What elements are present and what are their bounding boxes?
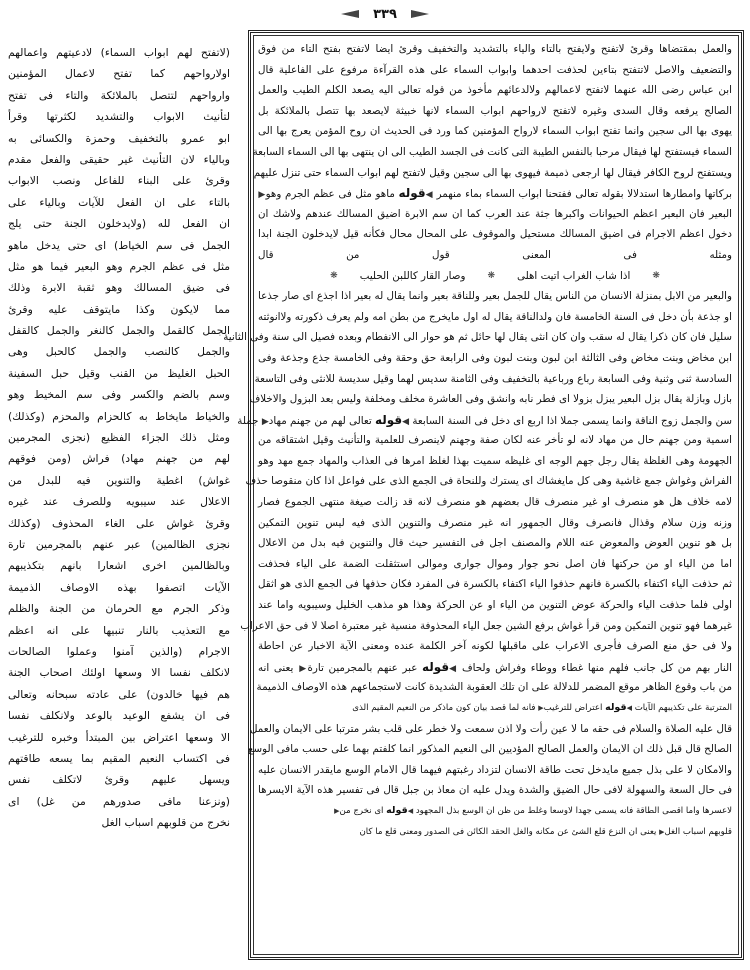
quote-open-ornament-icon: ◀ xyxy=(626,704,632,712)
main-line-text: والتضعيف والاصل لاتتفتح بتاءين لحذفت احدهما وابواب السماء على هذه القرآءة مرفوع على الفاعلية قال xyxy=(258,63,732,76)
verse-star-icon: ❋ xyxy=(330,270,338,281)
quote-close-ornament-icon: ▶ xyxy=(258,190,266,201)
main-text-line xyxy=(249,389,732,410)
commentary-continuation: يعنى ان النزع قلع الشئ عن مكانه والغل الحقد الكائن فى الصدور ومعنى قلع ما كان xyxy=(359,826,657,837)
main-line-text: قلوبهم اسباب الغل xyxy=(664,826,732,837)
main-line-text: ابن عباس رضى الله عنهما لاتفتح لاعمالهم ولالدعائهم مأخوذ من قوله تعالى اليه يصعد الكلم الطيب والعمل xyxy=(258,84,732,97)
quote-open-ornament-icon: ◀ xyxy=(402,416,410,427)
main-line-text: السادسة ثنى وثنية وفى السابعة رباع ورباعية بالتخفيف وفى الثامنة سديس لهما وقيل سديسة للانثى وفى التاسعة xyxy=(254,372,732,385)
commentary-continuation: جملة xyxy=(237,414,259,427)
margin-text-line: الحبل الغليظ من القنب وقيل حبل السفينة xyxy=(8,366,230,380)
quoted-phrase: اعتراض للترغيب xyxy=(543,703,603,713)
main-line-text: ابن مخاض وبنت مخاض وفى الثالثة ابن لبون وبنت لبون وفى الرابعة حق وحقة وفى الخامسة جذع وجذعة وفى xyxy=(258,351,732,364)
main-text-line xyxy=(258,245,732,266)
commentary-continuation: يعنى انه xyxy=(258,661,294,674)
verse-star-icon: ❋ xyxy=(652,270,660,281)
margin-text-line: فى ان يشفع الوعيد بالوعد ولانكلف نفسا xyxy=(8,709,230,723)
qawluhu-marker: قوله xyxy=(386,804,408,816)
margin-text-line: مع التعذيب بالنار تنبيها على انه اعظم xyxy=(8,623,230,637)
main-line-text: الجهومة وهى الغلظة يقال رجل جهم الوجه اى غليظه سميت بهذا لغلظ امرها فى العذاب والمهاد جمع مهد وهو xyxy=(258,454,732,467)
verse-first-hemistich: اذا شاب الغراب اتيت اهلى xyxy=(517,269,631,282)
qawluhu-marker: قوله xyxy=(421,659,450,674)
main-line-text: غيرهما فهو تنوين التمكين ومن قرأ غواش برفع الشين جعل الياء المحذوفة منسية غير معتبرة اصلا لا فى حق الاعراب xyxy=(240,619,732,632)
margin-text-line: وقرئ غواش على الغاء المحذوف (وكذلك xyxy=(8,516,230,530)
main-text-line xyxy=(258,554,732,575)
margin-text-line: اولارواحهم كما تفتح لاعمال المؤمنين xyxy=(8,67,230,81)
margin-text-line: والجمل كالنصب والجمل كالحبل وهى xyxy=(8,345,230,359)
main-text-line xyxy=(258,39,732,60)
main-text-block xyxy=(223,35,739,955)
main-text-line xyxy=(258,266,732,287)
main-line-text: ولا فى حق منع الصرف فأجرى الاعراب على ماقبلها لكونه آخر الكلمة عنده ومعنى الآية الاخبار عن احاطة xyxy=(258,640,732,653)
main-line-text: وزنه وزن سلام وقذال فانصرف وقال الجمهور انه غير منصرف والتنوين الذى فيه ليس تنوين التمكين xyxy=(258,516,732,529)
main-line-text: ثم حذفت الياء اكتفاء بالكسرة فانهم حذفوا الياء اكتفاء بالكسرة فى المفرد فكان حذفها فى الجمع الذى هو اثقل xyxy=(258,578,732,591)
main-line-text: دخول اعظم الاجرام فى اضيق المسالك مستحيل والموقوف على المحال محال فكأنه قيل لايدخلون الجنة ابدا xyxy=(258,228,732,241)
main-text-line xyxy=(254,369,732,390)
main-text-line xyxy=(258,121,732,142)
main-text-line xyxy=(258,801,732,822)
quote-close-ornament-icon: ▶ xyxy=(261,416,269,427)
margin-text-line: الاعلال عند سيبويه وللصرف عند غيره xyxy=(8,495,230,509)
main-line-text: اولى فلما حذفت الياء والحركة عوض التنوين من الياء او عن الحركة وهذا هو مذهب الخليل وسيبويه واما عند xyxy=(258,599,732,612)
margin-text-line: الجمل كالقمل والجمل كالنغر والجمل كالقفل xyxy=(8,324,230,338)
main-text-line xyxy=(258,224,732,245)
main-line-text: الصالح قال قبل ذلك ان الايمان والعمل الصالح المؤديين الى النعيم المذكور انما كلفتم بهما على حسب مافى الوسع xyxy=(248,743,732,756)
main-line-text: اما من الياء او من حركتها فان اصل نحو جوار وموال جوارى وموالى استثقلت الضمة على الياء فحذفت xyxy=(258,557,732,570)
main-text-line xyxy=(258,698,732,719)
main-text-line xyxy=(258,80,732,101)
main-line-text: المترتبة على تكذيبهم الآيات xyxy=(634,703,732,713)
quoted-phrase: اى نخرج من xyxy=(339,805,384,816)
main-text-line xyxy=(258,101,732,122)
main-text-line xyxy=(237,410,732,431)
quote-open-ornament-icon: ◀ xyxy=(407,806,414,815)
main-text-line xyxy=(253,163,732,184)
margin-text-line: ان الفعل لله (ولايدخلون الجنة حتى يلج xyxy=(8,217,230,231)
main-line-text: البعير فان البعير اعظم الحيوانات واكبرها جثة عند العرب كما ان سم الابرة اضيق المسالك عندهم ولاشك ان xyxy=(258,207,732,220)
main-text-line xyxy=(252,142,732,163)
main-text-line xyxy=(258,492,732,513)
main-text-line xyxy=(223,327,732,348)
main-text-line xyxy=(258,760,732,781)
poetry-verse xyxy=(258,266,732,287)
main-line-text: والعمل بمقتضاها وقرئ لاتفتح ولايفتح بالتاء والياء بالتشديد والتخفيف وقرئ ايضا لاتفتح بفتح التاء من فوق xyxy=(258,43,732,55)
main-text-line xyxy=(258,657,732,678)
main-text-line xyxy=(258,513,732,534)
quote-close-ornament-icon: ▶ xyxy=(538,704,544,712)
margin-commentary-column xyxy=(8,42,230,833)
margin-text-line: فى اكتساب النعيم المقيم بما يسعه طاقتهم xyxy=(8,751,230,765)
margin-text-line: الاجرام (والذين آمنوا وعملوا الصالحات xyxy=(8,644,230,658)
quote-open-ornament-icon: ◀ xyxy=(449,663,458,674)
main-text-line xyxy=(258,780,732,801)
margin-text-line: نخرج من قلوبهم اسباب الغل xyxy=(101,816,230,830)
quote-close-ornament-icon: ▶ xyxy=(297,663,308,674)
main-text-line xyxy=(258,822,732,843)
margin-text-line: لهم من جهنم مهاد) فراش (ومن فوقهم xyxy=(8,452,230,466)
qawluhu-marker: قوله xyxy=(605,702,627,713)
margin-text-line: ومثل ذلك الجزاء الفظيع (نجزى المجرمين xyxy=(8,431,230,445)
main-text-line xyxy=(258,451,732,472)
qawluhu-marker: قوله xyxy=(398,186,426,201)
main-line-text: ويستفتح لروح الكافر فيقال لها ارجعى ذميمة فيهوى بها الى سجين وقيل لاتفتح لهم ابواب السماء حتى تنزل عليهم xyxy=(253,166,732,179)
main-line-text: النار بهم من كل جانب فلهم منها غطاء ووطاء وفراش ولحاف xyxy=(461,661,733,674)
margin-text-line: نجزى الظالمين) عبر عنهم بالمجرمين تارة xyxy=(8,537,230,551)
quoted-phrase: عبر عنهم بالمجرمين تارة xyxy=(307,661,418,674)
main-line-text: الفراش وغواش جمع غاشية وهى كل مايغشاك اى يسترك وللنحاة فى الجمع الذى على فواعل اذا كان منقوصا حذف xyxy=(245,475,732,488)
margin-text-line: ويسهل عليهم وقرئ لاتكلف نفس xyxy=(8,773,230,787)
margin-text-line: بالتاء على ان الفعل للآيات وبالياء على xyxy=(8,195,230,209)
main-line-text: السماء فيستفتح لها فيقال مرحبا بالنفس الطيبة التى كانت فى الجسد الطيب الى ان ينتهى بها الى السماء السابعة xyxy=(252,145,732,158)
verse-star-icon: ❋ xyxy=(487,270,496,281)
margin-text-line: وبالياء لان التأنيث غير حقيقى والفعل مقدم xyxy=(8,152,230,166)
main-line-text: قال عليه الصلاة والسلام فى حقه ما لا عين رأت ولا اذن سمعت ولا خطر على قلب بشر مترتبا على الايمان والعمل xyxy=(250,722,732,735)
margin-text-line: هم فيها خالدون) على عادته سبحانه وتعالى xyxy=(8,687,230,701)
main-line-text: بركاتها وامطارها استدلالا بقوله تعالى ففتحنا ابواب السماء بماء منهمر xyxy=(436,188,733,201)
main-text-line xyxy=(258,286,732,307)
quote-close-ornament-icon: ▶ xyxy=(659,827,665,836)
main-text-line xyxy=(258,307,732,328)
margin-text-line: لانكلف نفسا الا وسعها اولئك اصحاب الجنة xyxy=(8,666,230,680)
main-text-frame xyxy=(223,30,744,960)
page-header xyxy=(280,4,490,24)
margin-text-line: مثل فى عظم الجرم وهو البعير فيما هو مثل xyxy=(8,259,230,273)
main-text-line xyxy=(258,60,732,81)
header-ornament-right-icon xyxy=(403,9,429,19)
main-text-line xyxy=(250,719,732,740)
main-text-line xyxy=(258,348,732,369)
main-text-line xyxy=(258,677,732,698)
margin-text-line: الا وسعها اعتراض بين المبتدأ وخبره للترغيب xyxy=(8,730,230,744)
main-text-line xyxy=(258,533,732,554)
quote-open-ornament-icon: ◀ xyxy=(425,190,433,201)
main-line-text: سن والجمل زوج الناقة وانما يسمى جملا اذا اربع اى دخل فى السنة السابعة xyxy=(412,414,732,427)
quoted-phrase: تعالى لهم من جهنم مهاد xyxy=(268,414,372,427)
main-line-text: ومثله فى المعنى قول من قال xyxy=(258,248,732,261)
margin-text-line: وبالظالمين اخرى اشعارا بانهم بتكذيبهم xyxy=(8,559,230,573)
margin-text-line: الجمل فى سم الخياط) اى حتى يدخل ماهو xyxy=(8,238,230,252)
main-line-text: اسمية ومن جهنم حال من مهاد لانه لو تأخر عنه لكان صفة وجهنم لاينصرف للعلمية والتأنيث وقيل اشتقاقه من xyxy=(258,434,732,447)
margin-text-line: والخياط مايخاط به كالحزام والمحزم (وكذلك) xyxy=(8,409,230,423)
margin-text-line: وارواحهم لتتصل بالملائكة والتاء فى تفتح xyxy=(8,88,230,102)
main-text-line xyxy=(258,204,732,225)
main-text-line xyxy=(258,595,732,616)
page-number: ٣٣٩ xyxy=(373,6,397,22)
main-line-text: سليل فان كان ذكرا يقال له سقب وان كان انثى يقال لها حائل ثم هو حوار الى الانفطام وبعده فصيل الى سنة وفى الثانية xyxy=(223,331,732,344)
margin-text-line: (ونزعنا مافى صدورهم من غل) اى xyxy=(8,794,230,808)
margin-text-line: لتأنيث الابواب والتشديد لكثرتها وقرأ xyxy=(8,110,230,124)
main-line-text: الصالح يرفعه وقال السدى وغيره لاتفتح لارواحهم ابواب السماء لانها خبيثة لايصعد بها تتصل بالملائكة بل xyxy=(258,104,732,117)
main-line-text: والبعير من الابل بمنزلة الانسان من الناس يقال للجمل بعير وللناقة بعير وانما يقال له بعير اذا اجذع اى صار جذعا xyxy=(258,290,732,303)
main-line-text: او جذعة بأن دخل فى السنة الخامسة فان ولدالناقة يقال له اول مايخرج من بطن امه ولم يعرف ذكورته ولاانوثته xyxy=(258,310,732,323)
margin-text-line: غواش) اغطية والتنوين فيه للبدل من xyxy=(8,473,230,487)
margin-text-line: الآيات اتصفوا بهذه الاوصاف الذميمة xyxy=(8,580,230,594)
main-line-text: من باب وقوع الظاهر موقع المضمر للدلالة على ان تلك العقوبة الشديدة كانت لاستجماعهم هذه الاوصاف الذميمة xyxy=(256,681,732,694)
commentary-continuation: فانه لما قصد بيان كون ماذكر من النعيم المقيم الذى xyxy=(352,703,536,713)
qawluhu-marker: قوله xyxy=(374,412,403,427)
main-line-text: لاعسرها واما اقصى الطاقة فانه يسمى جهدا لاوسعا وغلط من ظن ان الوسع بذل المجهود xyxy=(415,805,732,816)
main-text-line xyxy=(245,471,732,492)
main-text-line xyxy=(258,636,732,657)
main-line-text: والامكان لا على بذل جميع مايدخل تحت طاقة الانسان لتزداد رغبتهم فيهما قال الامام الوسع مايقدر الانسان عليه xyxy=(258,763,732,776)
main-line-text: بل هو تنوين العوض والمعوض عنه اللام والمصنف اجل فى التفسير حيث قال والتنوين فيه بدل من الاعلال xyxy=(258,537,732,550)
main-text-line xyxy=(240,616,732,637)
main-text-line xyxy=(248,739,732,760)
margin-text-line: ابو عمرو بالتخفيف وحمزة والكسائى به xyxy=(8,131,230,145)
main-text-line xyxy=(258,430,732,451)
main-text-line xyxy=(258,574,732,595)
main-line-text: فى حال السعة والسهولة لافى حال الضيق والشدة ويدل عليه ان معاذ بن جبل قال فى تفسير هذه الآية الايسرها xyxy=(258,784,732,797)
main-line-text: لامه خلاف هل هو منصرف او غير منصرف قال بعضهم هو منصرف لانه قد زالت صيغة منتهى الجموع فصار xyxy=(258,496,732,509)
margin-text-line: مما لايكون وكذا مايتوقف عليه وقرئ xyxy=(8,302,230,316)
quoted-phrase: ماهو مثل فى عظم الجرم وهو xyxy=(265,188,395,201)
margin-text-line: فى ضيق المسالك وهو ثقبة الابرة وذلك xyxy=(8,281,230,295)
margin-text-line: وقرئ على البناء للفاعل ونصب الابواب xyxy=(8,174,230,188)
margin-text-line: وسم بالضم والكسر وفى سم المخيط وهو xyxy=(8,388,230,402)
quote-close-ornament-icon: ▶ xyxy=(334,806,340,815)
margin-text-line: (لاتفتح لهم ابواب السماء) لادعيتهم واعمالهم xyxy=(8,46,230,59)
verse-second-hemistich: وصار القار كاللبن الحليب xyxy=(359,269,466,282)
header-ornament-left-icon xyxy=(341,9,367,19)
main-text-line xyxy=(258,183,732,204)
margin-text-line: وذكر الجرم مع الحرمان من الجنة والظلم xyxy=(8,602,230,616)
main-line-text: يهوى بها الى سجين وانما تفتح ابواب السماء لارواح المؤمنين كما ورد فى الحديث ان روح المؤمن يعرج بها الى xyxy=(258,125,732,138)
main-line-text: بازل وبازلة يقال بزل البعير يبزل بزولا اى فطر نابه وانشق وفى العاشرة مخلف ومخلفة وليس بعد البزول والاخلاف xyxy=(249,393,732,406)
